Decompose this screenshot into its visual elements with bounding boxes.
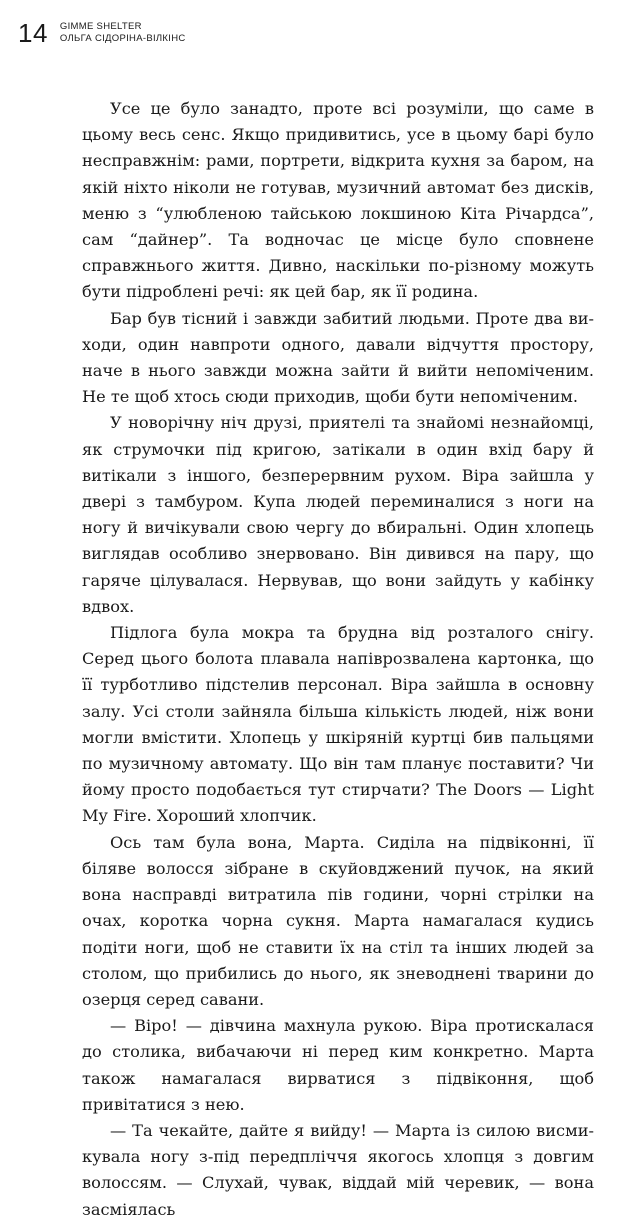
page-number: 14 <box>18 18 48 48</box>
author-name: ОЛЬГА СІДОРІНА-ВІЛКІНС <box>59 33 186 44</box>
paragraph: Ось там була вона, Марта. Сиділа на підвіконні, її біляве волосся зібране в скуйовджений пучок, на який вона насправді витратила пів години, чорні стрілки на очах, коротка чорна сукня. Марта намагалася кудись подіти ноги, щоб не ставити їх на стіл та інших людей за столом, що прибились до нього, як зневоднені тварини до озерця серед савани. <box>82 832 594 1009</box>
running-head <box>60 20 186 45</box>
paragraph: У новорічну ніч друзі, приятелі та знайомі незнайомці, як струмочки під кригою, затікали в один вхід бару й витікали з іншого, безперервним рухом. Віра зайшла у двері з тамбуром. Купа людей переминалися з ноги на ногу й вичікували свою чергу до вбиральні. Один хлопець виглядав особливо знервовано. Він дивився на пару, що гаряче цілувалася. Нервував, що вони зайдуть у кабінку вдвох. <box>82 413 594 616</box>
paragraph: — Та чекайте, дайте я вийду! — Марта із силою висмикувала ногу з-під передпліччя якогось хлопця з довгим волоссям. — Слухай, чувак, віддай мій черевик, — вона засміялась <box>82 1120 594 1219</box>
paragraph: Підлога була мокра та брудна від розталого снігу. Серед цього болота плавала напіврозвалена картонка, що її турботливо підстелив персонал. Віра зайшла в основну залу. Усі столи зайняла більша кількість людей, ніж вони могли вмістити. Хлопець у шкіряній куртці бив пальцями по музичному автомату. Що він там планує поставити? Чи йому просто подобається тут стирчати? The Doors — Light My Fire. Хороший хлопчик. <box>82 623 594 826</box>
book-title: GIMME SHELTER <box>59 21 142 32</box>
paragraph: Бар був тісний і завжди забитий людьми. Проте два виходи, один навпроти одного, давали відчуття простору, наче в нього завжди можна зайти й вийти непоміченим. Не те щоб хтось сюди приходив, щоби бути непоміченим. <box>82 308 594 407</box>
paragraph: — Віро! — дівчина махнула рукою. Віра протискалася до столика, вибачаючи ні перед ким конкретно. Марта також намагалася вирватися з підвіконня, щоб привітатися з нею. <box>82 1016 594 1114</box>
page-header <box>18 20 186 46</box>
body-text <box>82 96 594 1223</box>
paragraph: Усе це було занадто, проте всі розуміли, що саме в цьому весь сенс. Якщо придивитись, усе в цьому барі було несправжнім: рами, портрети, відкрита кухня за баром, на якій ніхто ніколи не готував, музичний автомат без дисків, меню з “улюбленою тайською локшиною Кіта Річардса”, сам “дайнер”. Та водночас це місце було сповнене справжнього життя. Дивно, наскільки по-різному можуть бути підроблені речі: як цей бар, як її родина. <box>82 99 594 302</box>
